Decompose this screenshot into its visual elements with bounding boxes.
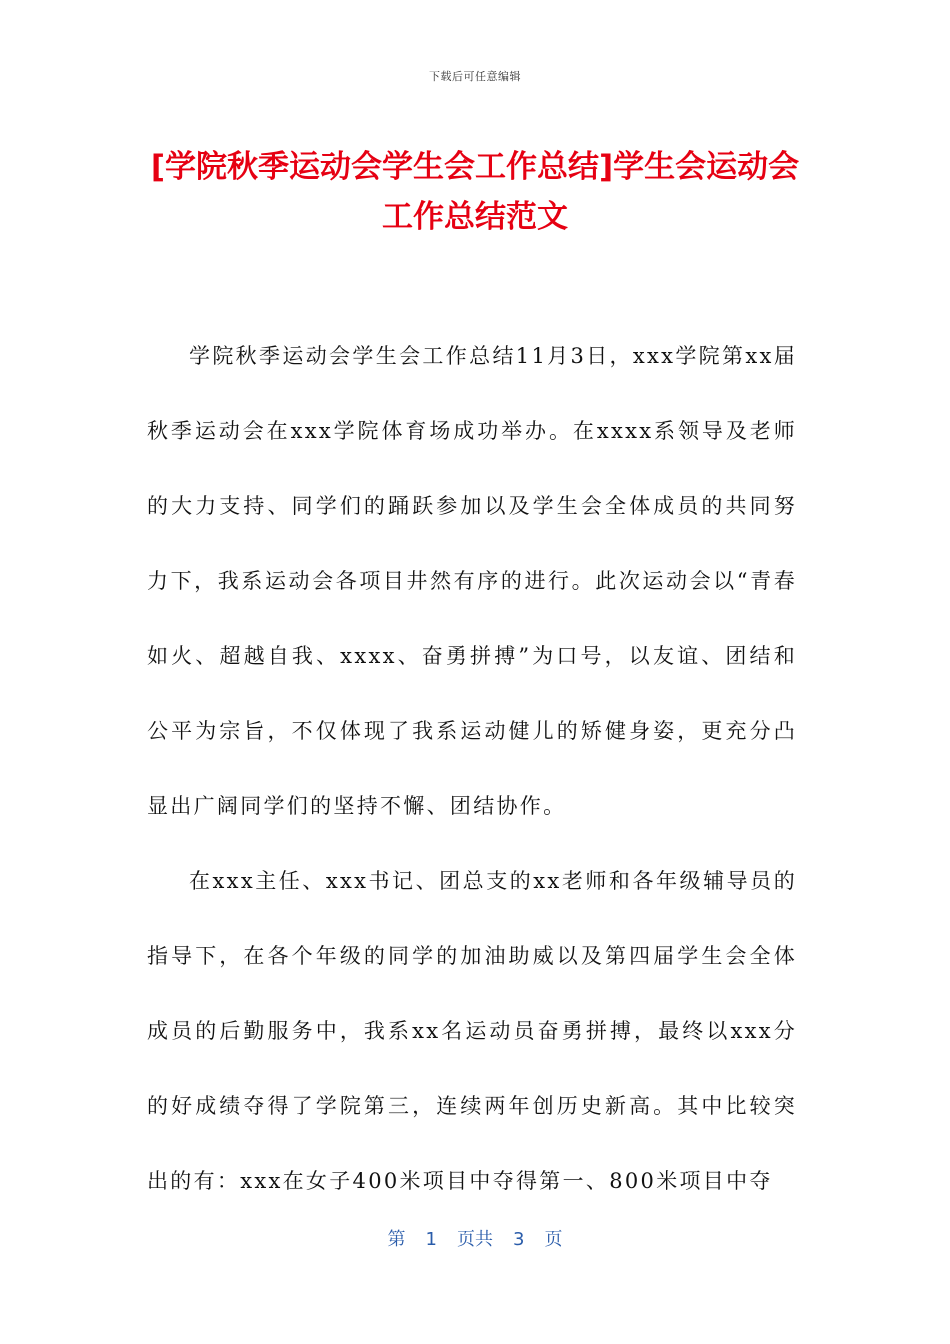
document-body: [147, 319, 797, 1219]
page-label-suffix: 页: [544, 1229, 563, 1250]
page-label-prefix: 第: [387, 1229, 406, 1250]
page-label-mid: 页共: [457, 1229, 493, 1250]
page-footer: [0, 1225, 950, 1251]
page-current: 1: [425, 1229, 437, 1250]
paragraph: 在xxx主任、xxx书记、团总支的xx老师和各年级辅导员的指导下，在各个年级的同学的加油助威以及第四届学生会全体成员的后勤服务中，我系xx名运动员奋勇拼搏，最终以xxx分的好成绩夺得了学院第三，连续两年创历史新高。其中比较突出的有：xxx在女子400米项目中夺得第一、800米项目中夺: [147, 869, 797, 1193]
paragraph: 学院秋季运动会学生会工作总结11月3日，xxx学院第xx届秋季运动会在xxx学院体育场成功举办。在xxxx系领导及老师的大力支持、同学们的踊跃参加以及学生会全体成员的共同努力下，我系运动会各项目井然有序的进行。此次运动会以“青春如火、超越自我、xxxx、奋勇拼搏”为口号，以友谊、团结和公平为宗旨，不仅体现了我系运动健儿的矫健身姿，更充分凸显出广阔同学们的坚持不懈、团结协作。: [147, 344, 797, 818]
page-total: 3: [513, 1229, 525, 1250]
header-note: 下载后可任意编辑: [429, 70, 521, 83]
document-title: [学院秋季运动会学生会工作总结]学生会运动会工作总结范文: [150, 149, 800, 235]
